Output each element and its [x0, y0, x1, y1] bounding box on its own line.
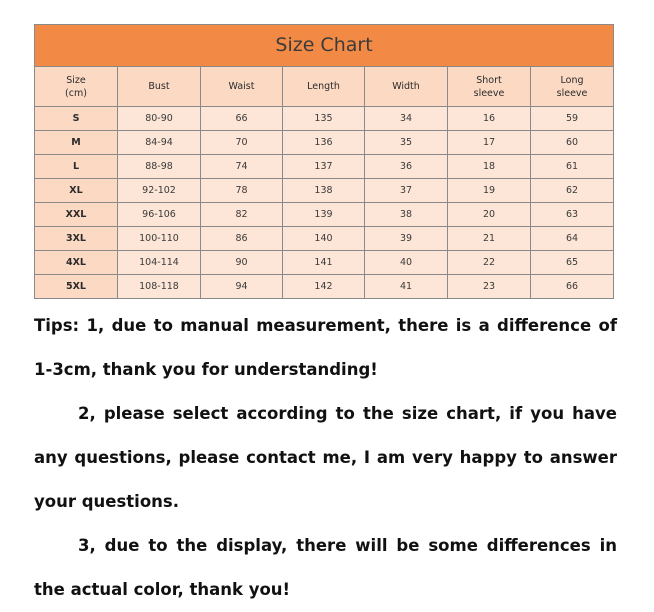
table-row [35, 227, 614, 251]
table-cell: 82 [201, 203, 283, 227]
size-label-cell: 4XL [35, 251, 118, 275]
tips-line-2: 1-3cm, thank you for understanding! [34, 360, 378, 379]
table-cell: 23 [448, 275, 531, 299]
table-cell: 38 [365, 203, 448, 227]
table-cell: 135 [283, 107, 365, 131]
table-cell: 140 [283, 227, 365, 251]
table-cell: 138 [283, 179, 365, 203]
table-cell: 100-110 [118, 227, 201, 251]
table-cell: 39 [365, 227, 448, 251]
table-cell: 74 [201, 155, 283, 179]
column-header [448, 67, 531, 107]
column-header-text: Size [66, 74, 86, 86]
table-cell: 34 [365, 107, 448, 131]
table-cell: 136 [283, 131, 365, 155]
table-cell: 78 [201, 179, 283, 203]
table-cell: 108-118 [118, 275, 201, 299]
column-header-text: (cm) [65, 87, 87, 99]
size-label-cell: S [35, 107, 118, 131]
table-cell: 66 [531, 275, 614, 299]
table-cell: 16 [448, 107, 531, 131]
table-cell: 80-90 [118, 107, 201, 131]
column-header [365, 67, 448, 107]
table-cell: 22 [448, 251, 531, 275]
table-cell: 90 [201, 251, 283, 275]
table-cell: 18 [448, 155, 531, 179]
table-cell: 64 [531, 227, 614, 251]
table-cell: 70 [201, 131, 283, 155]
size-label-cell: 5XL [35, 275, 118, 299]
table-cell: 59 [531, 107, 614, 131]
tips-line-4: any questions, please contact me, I am very happy to answer [34, 448, 617, 467]
size-label-cell: M [35, 131, 118, 155]
column-header-text: sleeve [556, 87, 588, 99]
table-cell: 86 [201, 227, 283, 251]
table-cell: 66 [201, 107, 283, 131]
table-cell: 104-114 [118, 251, 201, 275]
table-cell: 60 [531, 131, 614, 155]
tips-line-6: 3, due to the display, there will be some differences in [78, 536, 617, 555]
table-cell: 63 [531, 203, 614, 227]
tips-line-3: 2, please select according to the size chart, if you have [78, 404, 617, 423]
table-cell: 41 [365, 275, 448, 299]
column-header [201, 67, 283, 107]
column-header-text: sleeve [473, 87, 505, 99]
table-row [35, 203, 614, 227]
size-label-cell: L [35, 155, 118, 179]
header-row [35, 67, 614, 107]
table-cell: 19 [448, 179, 531, 203]
size-label-cell: XL [35, 179, 118, 203]
table-cell: 21 [448, 227, 531, 251]
table-row [35, 107, 614, 131]
size-chart-table [34, 24, 614, 299]
table-cell: 40 [365, 251, 448, 275]
table-row [35, 251, 614, 275]
table-cell: 65 [531, 251, 614, 275]
table-cell: 139 [283, 203, 365, 227]
column-header-text: Width [392, 81, 420, 92]
size-chart-title: Size Chart [35, 25, 614, 67]
table-cell: 94 [201, 275, 283, 299]
column-header-text: Short [476, 74, 502, 86]
size-label-cell: XXL [35, 203, 118, 227]
table-cell: 92-102 [118, 179, 201, 203]
column-header-text: Length [307, 81, 340, 92]
column-header-text: Bust [148, 81, 170, 92]
table-cell: 88-98 [118, 155, 201, 179]
table-cell: 141 [283, 251, 365, 275]
table-row [35, 275, 614, 299]
table-row [35, 155, 614, 179]
table-row [35, 179, 614, 203]
size-label-cell: 3XL [35, 227, 118, 251]
table-cell: 37 [365, 179, 448, 203]
table-cell: 17 [448, 131, 531, 155]
table-cell: 62 [531, 179, 614, 203]
table-cell: 96-106 [118, 203, 201, 227]
column-header [531, 67, 614, 107]
tips-line-7: the actual color, thank you! [34, 580, 291, 599]
table-cell: 20 [448, 203, 531, 227]
table-cell: 84-94 [118, 131, 201, 155]
column-header [35, 67, 118, 107]
table-cell: 137 [283, 155, 365, 179]
table-cell: 142 [283, 275, 365, 299]
column-header [118, 67, 201, 107]
table-cell: 61 [531, 155, 614, 179]
table-row [35, 131, 614, 155]
column-header-text: Waist [228, 81, 255, 92]
tips-line-1: Tips: 1, due to manual measurement, there is a difference of [34, 316, 617, 335]
table-cell: 35 [365, 131, 448, 155]
column-header [283, 67, 365, 107]
table-cell: 36 [365, 155, 448, 179]
column-header-text: Long [560, 74, 584, 86]
tips-line-5: your questions. [34, 492, 180, 511]
tips-section [34, 304, 617, 612]
